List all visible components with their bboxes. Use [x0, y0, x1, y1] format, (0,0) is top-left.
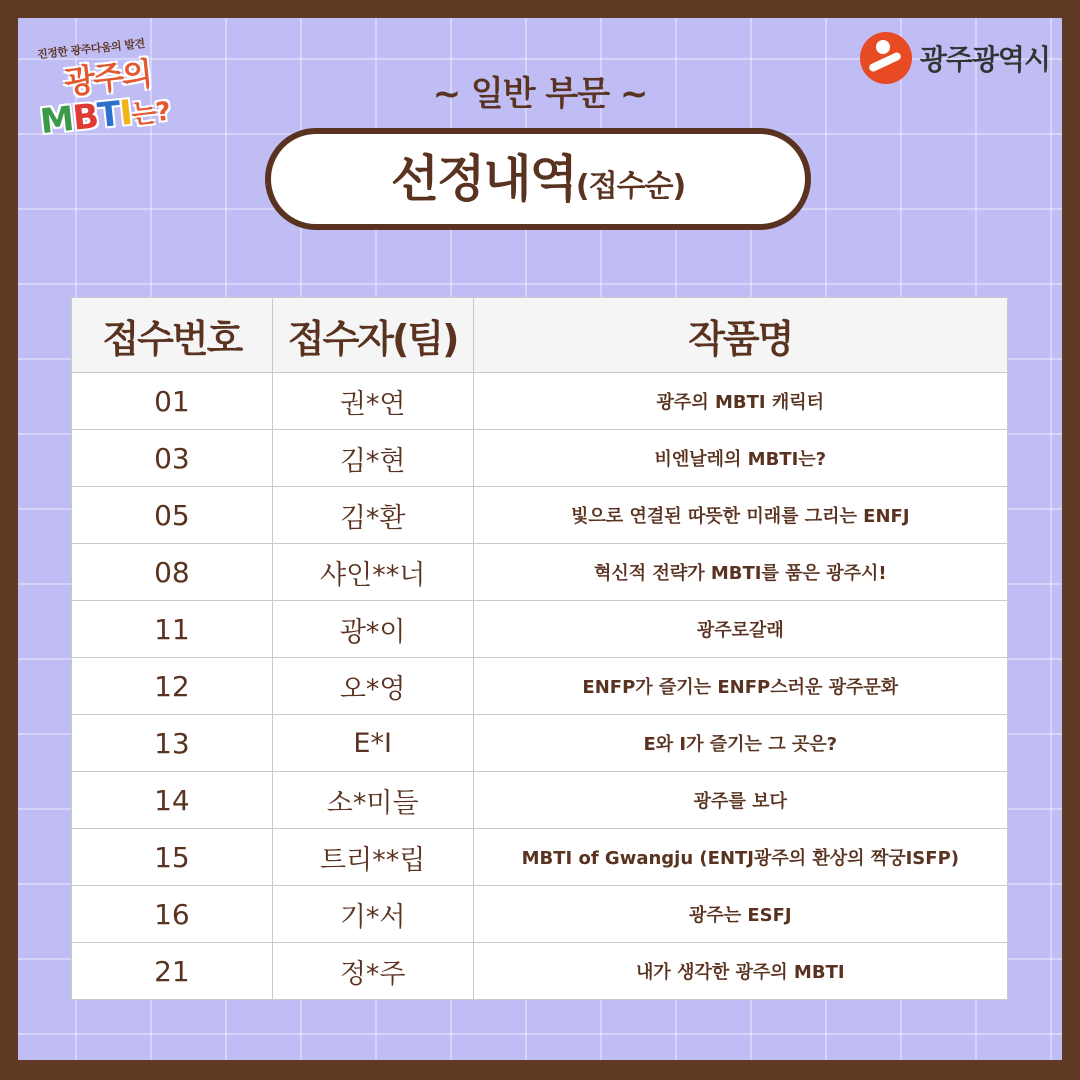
cell-submitter: 소*미들 [272, 772, 473, 829]
table-row [72, 658, 1008, 715]
cell-submitter: 광*이 [272, 601, 473, 658]
cell-submitter: 오*영 [272, 658, 473, 715]
logo-letter-i: I [117, 92, 134, 134]
table-row [72, 829, 1008, 886]
heading-pill [265, 128, 811, 230]
cell-number: 13 [72, 715, 273, 772]
cell-submitter: 정*주 [272, 943, 473, 1000]
heading-sub: (접수순) [575, 169, 686, 204]
cell-title: 혁신적 전략가 MBTI를 품은 광주시! [473, 544, 1007, 601]
selection-table [71, 297, 1008, 1000]
section-title: ~ 일반 부문 ~ [432, 74, 648, 114]
cell-number: 03 [72, 430, 273, 487]
header-submitter: 접수자(팀) [272, 298, 473, 373]
cell-number: 21 [72, 943, 273, 1000]
cell-title: 광주로갈래 [473, 601, 1007, 658]
table-row [72, 430, 1008, 487]
cell-title: MBTI of Gwangju (ENTJ광주의 환상의 짝궁ISFP) [473, 829, 1007, 886]
table-row [72, 943, 1008, 1000]
logo-letter-b: B [70, 96, 100, 139]
table-row [72, 544, 1008, 601]
cell-number: 15 [72, 829, 273, 886]
header-title: 작품명 [473, 298, 1007, 373]
cell-number: 14 [72, 772, 273, 829]
content-panel [18, 18, 1062, 1060]
cell-number: 01 [72, 373, 273, 430]
cell-submitter: 샤인**너 [272, 544, 473, 601]
table-row [72, 886, 1008, 943]
cell-submitter: 권*연 [272, 373, 473, 430]
cell-title: 내가 생각한 광주의 MBTI [473, 943, 1007, 1000]
cell-number: 16 [72, 886, 273, 943]
header-number: 접수번호 [72, 298, 273, 373]
cell-number: 12 [72, 658, 273, 715]
city-name: 광주광역시 [919, 43, 1050, 76]
cell-submitter: 김*환 [272, 487, 473, 544]
logo-title: 광주의 [62, 54, 153, 102]
cell-submitter: 김*현 [272, 430, 473, 487]
table-row [72, 601, 1008, 658]
table-row [72, 487, 1008, 544]
table-header-row [72, 298, 1008, 373]
logo-suffix: 는? [130, 96, 172, 131]
table-row [72, 772, 1008, 829]
cell-number: 11 [72, 601, 273, 658]
cell-title: 비엔날레의 MBTI는? [473, 430, 1007, 487]
cell-submitter: 트리**립 [272, 829, 473, 886]
cell-submitter: E*I [272, 715, 473, 772]
logo-letter-m: M [38, 98, 76, 143]
heading-main: 선정내역 [390, 150, 576, 208]
cell-number: 08 [72, 544, 273, 601]
cell-number: 05 [72, 487, 273, 544]
cell-title: 광주의 MBTI 캐릭터 [473, 373, 1007, 430]
cell-title: 광주는 ESFJ [473, 886, 1007, 943]
table-row [72, 373, 1008, 430]
cell-title: 빛으로 연결된 따뜻한 미래를 그리는 ENFJ [473, 487, 1007, 544]
cell-title: ENFP가 즐기는 ENFP스러운 광주문화 [473, 658, 1007, 715]
logo-letter-t: T [95, 94, 122, 137]
logo-subtitle: 진정한 광주다움의 발견 [36, 36, 146, 62]
table-row [72, 715, 1008, 772]
cell-title: 광주를 보다 [473, 772, 1007, 829]
cell-submitter: 기*서 [272, 886, 473, 943]
cell-title: E와 I가 즐기는 그 곳은? [473, 715, 1007, 772]
